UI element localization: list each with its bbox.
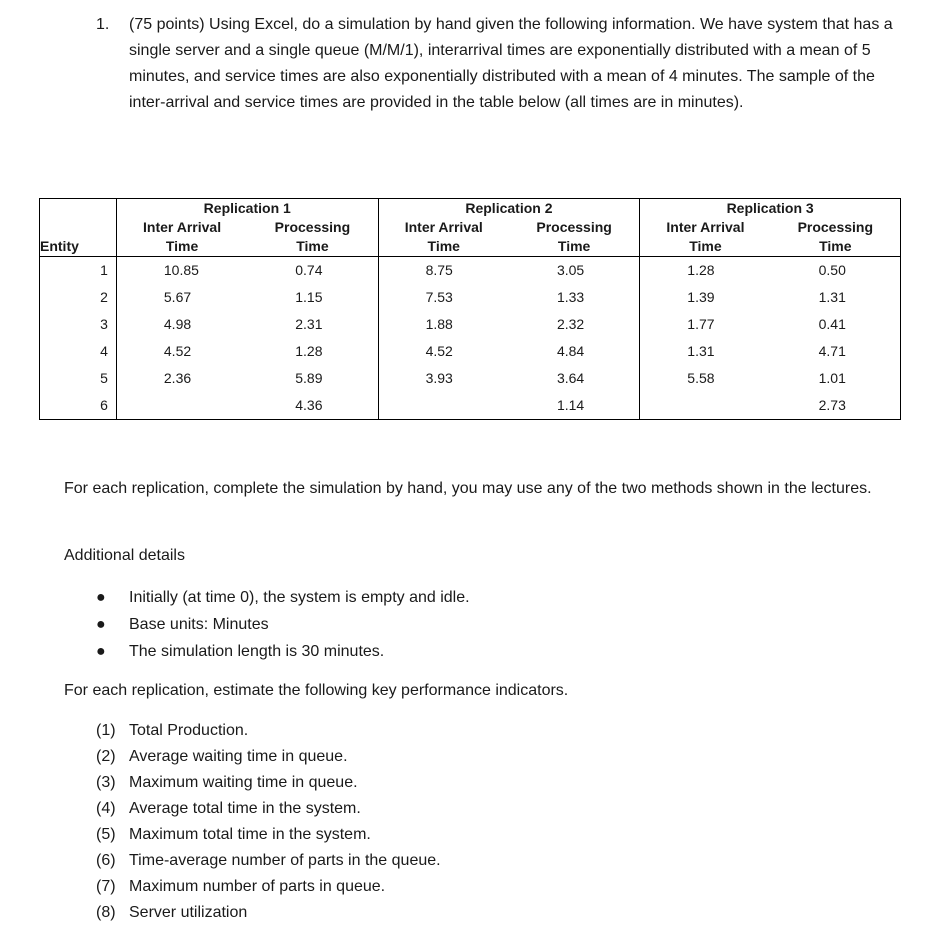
table-cell: 5.67: [116, 284, 247, 311]
processing-header-line2: Time: [557, 238, 591, 254]
table-cell: 8.75: [378, 257, 509, 285]
entity-header: Entity: [40, 238, 79, 254]
kpi-label: (8): [96, 904, 116, 921]
kpi-intro: For each replication, estimate the following key performance indicators.: [64, 682, 569, 699]
bullet-icon: ●: [96, 643, 106, 660]
interarrival-header-line2: Time: [640, 237, 771, 257]
table-cell: 4.71: [818, 343, 846, 359]
additional-details-heading: Additional details: [64, 547, 185, 564]
list-item: [96, 900, 441, 926]
entity-cell: 2: [100, 289, 108, 305]
kpi-text: Total Production.: [129, 722, 249, 739]
table-cell: 3.64: [556, 370, 585, 386]
interarrival-header-line2: Time: [116, 237, 247, 257]
kpi-text: Average waiting time in queue.: [129, 748, 348, 765]
instructions-paragraph: For each replication, complete the simulation by hand, you may use any of the two methods shown in the lectures.: [64, 480, 872, 497]
kpi-label: (6): [96, 852, 116, 869]
table-cell: 1.31: [818, 289, 846, 305]
kpi-label: (3): [96, 774, 116, 791]
table-cell: 4.84: [556, 343, 585, 359]
processing-header-line1: Processing: [536, 219, 612, 235]
question-number: 1.: [96, 16, 110, 33]
table-cell: 1.39: [640, 284, 771, 311]
kpi-text: Maximum waiting time in queue.: [129, 774, 358, 791]
table-cell: 1.15: [295, 289, 323, 305]
bullet-icon: ●: [96, 616, 106, 633]
table-cell: 1.88: [378, 311, 509, 338]
table-row: [40, 284, 901, 311]
bullet-text: Initially (at time 0), the system is empty and idle.: [129, 589, 470, 606]
table-row: [40, 392, 901, 420]
table-row: [40, 365, 901, 392]
kpi-text: Maximum total time in the system.: [129, 826, 371, 843]
table-cell: [640, 392, 771, 420]
list-item: [96, 744, 441, 770]
table-cell: 0.50: [818, 262, 846, 278]
list-item: [96, 874, 441, 900]
table-row: [40, 338, 901, 365]
kpi-text: Time-average number of parts in the queue.: [129, 852, 441, 869]
kpi-label: (1): [96, 722, 116, 739]
entity-cell: 6: [100, 397, 108, 413]
kpi-label: (2): [96, 748, 116, 765]
table-cell: 3.93: [378, 365, 509, 392]
table-cell: 1.14: [556, 397, 585, 413]
bullet-text: Base units: Minutes: [129, 616, 269, 633]
bullet-icon: ●: [96, 589, 106, 606]
list-item: [96, 718, 441, 744]
table-cell: 1.01: [818, 370, 846, 386]
bullet-text: The simulation length is 30 minutes.: [129, 643, 385, 660]
simulation-table: [39, 198, 901, 420]
table-cell: 2.36: [116, 365, 247, 392]
processing-header-line2: Time: [296, 238, 329, 254]
table-cell: 1.31: [640, 338, 771, 365]
table-cell: 2.73: [818, 397, 846, 413]
kpi-text: Maximum number of parts in queue.: [129, 878, 386, 895]
kpi-label: (4): [96, 800, 116, 817]
list-item: [96, 848, 441, 874]
list-item: [96, 822, 441, 848]
table-cell: [116, 392, 247, 420]
processing-header-line1: Processing: [274, 219, 351, 235]
kpi-label: (7): [96, 878, 116, 895]
replication-3-header: Replication 3: [640, 199, 901, 219]
table-cell: 0.74: [295, 262, 323, 278]
table-cell: 5.58: [640, 365, 771, 392]
table-cell: 4.52: [378, 338, 509, 365]
table-cell: 5.89: [295, 370, 323, 386]
entity-cell: 4: [100, 343, 108, 359]
table-cell: [378, 392, 509, 420]
kpi-label: (5): [96, 826, 116, 843]
entity-cell: 1: [100, 262, 108, 278]
table-cell: 1.28: [640, 257, 771, 285]
table-row: [40, 257, 901, 285]
interarrival-header-line2: Time: [378, 237, 509, 257]
kpi-text: Server utilization: [129, 904, 248, 921]
table-cell: 2.32: [556, 316, 585, 332]
list-item: [96, 770, 441, 796]
table-cell: 2.31: [295, 316, 323, 332]
entity-cell: 3: [100, 316, 108, 332]
table-cell: 4.98: [116, 311, 247, 338]
table-cell: 7.53: [378, 284, 509, 311]
table-cell: 0.41: [818, 316, 846, 332]
replication-2-header: Replication 2: [378, 199, 640, 219]
table-cell: 1.77: [640, 311, 771, 338]
table-cell: 4.36: [295, 397, 323, 413]
interarrival-header-line1: Inter Arrival: [116, 218, 247, 237]
table-cell: 1.33: [556, 289, 585, 305]
processing-header-line1: Processing: [797, 219, 874, 235]
kpi-text: Average total time in the system.: [129, 800, 361, 817]
replication-1-header: Replication 1: [116, 199, 378, 219]
interarrival-header-line1: Inter Arrival: [378, 218, 509, 237]
processing-header-line2: Time: [819, 238, 852, 254]
table-cell: 4.52: [116, 338, 247, 365]
question-text: (75 points) Using Excel, do a simulation by hand given the following information. We have system that has a single server and a single queue (M/M/1), interarrival times are exponentially distributed with a mean of 5 minutes, and service times are also exponentially distributed with a mean of 4 minutes. The sample of the inter-arrival and service times are provided in the table below (all times are in minutes).: [129, 16, 893, 111]
list-item: [96, 796, 441, 822]
entity-cell: 5: [100, 370, 108, 386]
table-row: [40, 311, 901, 338]
kpi-list: [96, 718, 441, 926]
table-cell: 1.28: [295, 343, 323, 359]
interarrival-header-line1: Inter Arrival: [640, 218, 771, 237]
table-cell: 3.05: [556, 262, 585, 278]
table-cell: 10.85: [116, 257, 247, 285]
